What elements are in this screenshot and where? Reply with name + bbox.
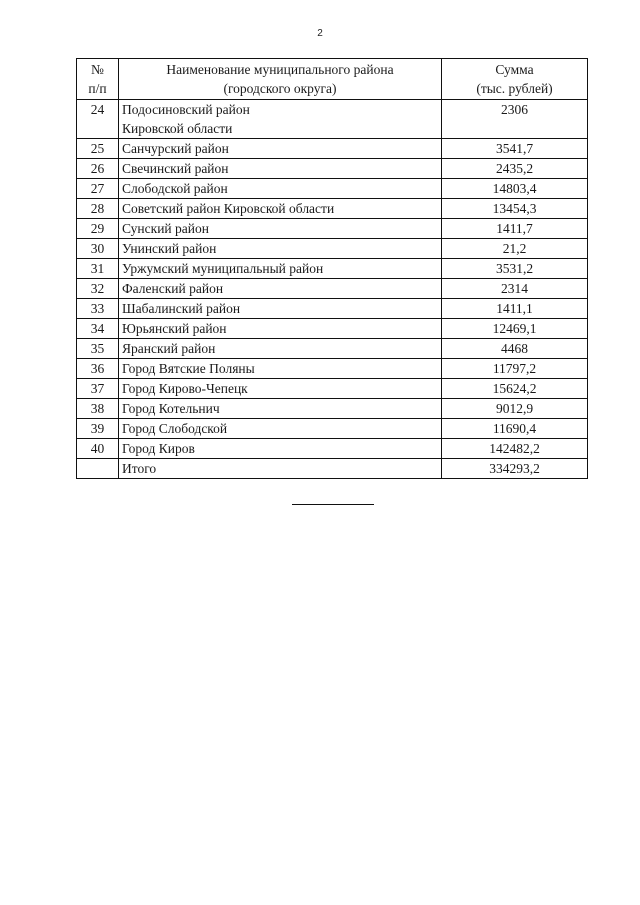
district-name-line: Город Вятские Поляны xyxy=(122,361,255,376)
budget-table xyxy=(76,58,588,479)
table-row xyxy=(77,219,588,239)
table-row xyxy=(77,399,588,419)
district-name-line: Подосиновский район xyxy=(122,102,250,117)
row-sum: 13454,3 xyxy=(442,199,588,219)
row-sum: 4468 xyxy=(442,339,588,359)
row-district-name xyxy=(119,299,442,319)
district-name-line: Город Котельнич xyxy=(122,401,220,416)
district-name-line: Свечинский район xyxy=(122,161,229,176)
row-district-name xyxy=(119,359,442,379)
header-num-line: п/п xyxy=(88,81,107,96)
row-number: 24 xyxy=(77,100,119,139)
row-number: 33 xyxy=(77,299,119,319)
total-label: Итого xyxy=(119,459,442,479)
header-sum xyxy=(442,59,588,100)
row-number: 35 xyxy=(77,339,119,359)
row-district-name xyxy=(119,379,442,399)
row-number: 32 xyxy=(77,279,119,299)
row-number: 36 xyxy=(77,359,119,379)
district-name-line: Уржумский муниципальный район xyxy=(122,261,324,276)
header-num xyxy=(77,59,119,100)
row-number: 31 xyxy=(77,259,119,279)
table-row xyxy=(77,239,588,259)
district-name-line: Сунский район xyxy=(122,221,209,236)
row-number: 30 xyxy=(77,239,119,259)
district-name-line: Город Киров xyxy=(122,441,195,456)
page-number: 2 xyxy=(317,28,323,39)
row-sum: 1411,7 xyxy=(442,219,588,239)
district-name-line: Санчурский район xyxy=(122,141,229,156)
table-row xyxy=(77,100,588,139)
row-number: 39 xyxy=(77,419,119,439)
table-row xyxy=(77,299,588,319)
table-row xyxy=(77,199,588,219)
row-sum: 14803,4 xyxy=(442,179,588,199)
table-row xyxy=(77,359,588,379)
row-sum: 2306 xyxy=(442,100,588,139)
row-sum: 15624,2 xyxy=(442,379,588,399)
header-name-line: Наименование муниципального района xyxy=(166,62,394,77)
table-row xyxy=(77,159,588,179)
row-district-name xyxy=(119,259,442,279)
row-district-name xyxy=(119,399,442,419)
row-district-name xyxy=(119,139,442,159)
row-number: 25 xyxy=(77,139,119,159)
row-number: 28 xyxy=(77,199,119,219)
row-district-name xyxy=(119,159,442,179)
row-sum: 1411,1 xyxy=(442,299,588,319)
header-name-line: (городского округа) xyxy=(223,81,337,96)
row-district-name xyxy=(119,419,442,439)
row-number: 34 xyxy=(77,319,119,339)
row-district-name xyxy=(119,339,442,359)
district-name-line: Город Кирово-Чепецк xyxy=(122,381,248,396)
row-sum: 11690,4 xyxy=(442,419,588,439)
table-body xyxy=(77,100,588,459)
header-num-line: № xyxy=(91,62,104,77)
row-district-name xyxy=(119,319,442,339)
table-row xyxy=(77,279,588,299)
total-num xyxy=(77,459,119,479)
row-district-name xyxy=(119,439,442,459)
row-sum: 3541,7 xyxy=(442,139,588,159)
table-row xyxy=(77,319,588,339)
header-row xyxy=(77,59,588,100)
table-row xyxy=(77,379,588,399)
row-district-name xyxy=(119,279,442,299)
district-name-line: Юрьянский район xyxy=(122,321,227,336)
row-district-name xyxy=(119,179,442,199)
district-name-line: Фаленский район xyxy=(122,281,224,296)
header-sum-line: Сумма xyxy=(495,62,534,77)
row-number: 37 xyxy=(77,379,119,399)
row-sum: 2314 xyxy=(442,279,588,299)
district-name-line: Унинский район xyxy=(122,241,217,256)
row-sum: 3531,2 xyxy=(442,259,588,279)
row-sum: 9012,9 xyxy=(442,399,588,419)
district-name-line: Кировской области xyxy=(122,121,233,136)
row-number: 40 xyxy=(77,439,119,459)
total-sum: 334293,2 xyxy=(442,459,588,479)
district-name-line: Слободской район xyxy=(122,181,228,196)
table-row xyxy=(77,439,588,459)
table-row xyxy=(77,419,588,439)
closing-separator-line xyxy=(292,504,374,505)
table-row xyxy=(77,139,588,159)
table-header xyxy=(77,59,588,100)
table-row xyxy=(77,179,588,199)
row-district-name xyxy=(119,199,442,219)
row-sum: 11797,2 xyxy=(442,359,588,379)
row-sum: 2435,2 xyxy=(442,159,588,179)
row-number: 29 xyxy=(77,219,119,239)
row-number: 27 xyxy=(77,179,119,199)
row-sum: 142482,2 xyxy=(442,439,588,459)
district-name-line: Город Слободской xyxy=(122,421,228,436)
district-name-line: Яранский район xyxy=(122,341,216,356)
table-footer xyxy=(77,459,588,479)
row-number: 38 xyxy=(77,399,119,419)
table-row xyxy=(77,339,588,359)
row-sum: 21,2 xyxy=(442,239,588,259)
district-name-line: Советский район Кировской области xyxy=(122,201,335,216)
header-sum-line: (тыс. рублей) xyxy=(476,81,553,96)
header-name xyxy=(119,59,442,100)
row-number: 26 xyxy=(77,159,119,179)
row-district-name xyxy=(119,100,442,139)
row-district-name xyxy=(119,239,442,259)
row-sum: 12469,1 xyxy=(442,319,588,339)
row-district-name xyxy=(119,219,442,239)
total-row xyxy=(77,459,588,479)
table-row xyxy=(77,259,588,279)
district-name-line: Шабалинский район xyxy=(122,301,241,316)
